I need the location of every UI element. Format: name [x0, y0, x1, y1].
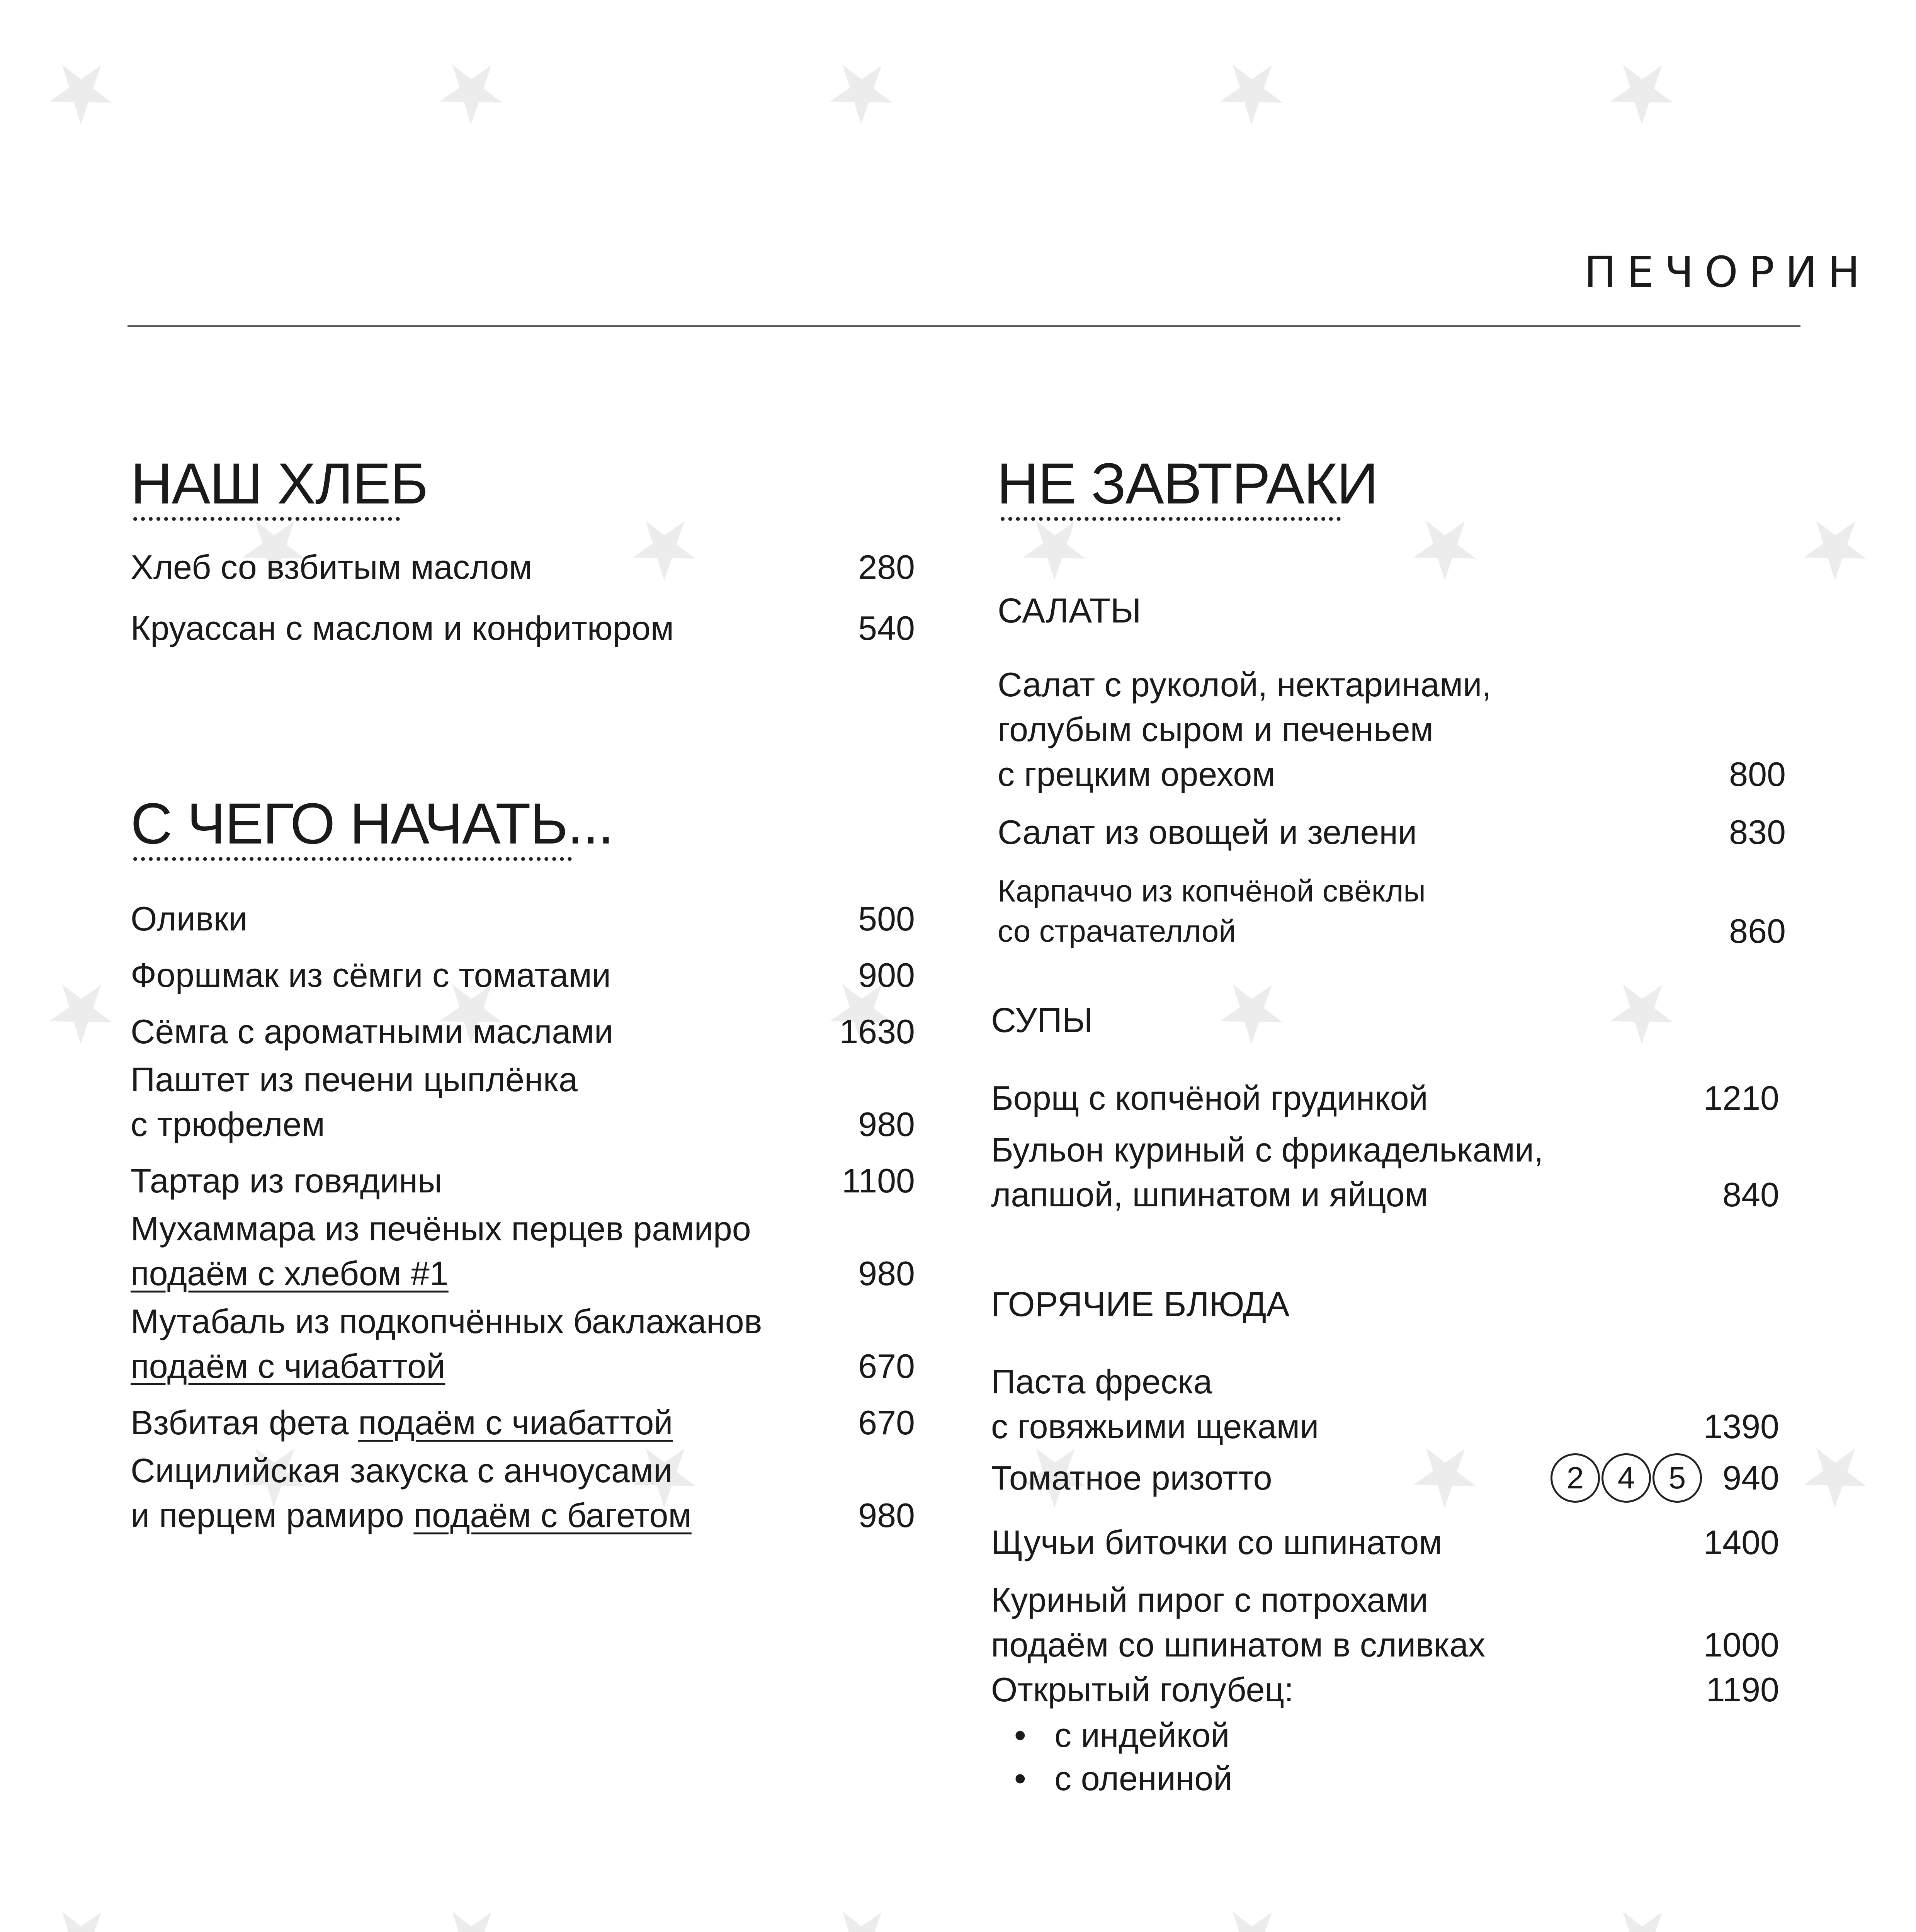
- item-name: Борщ с копчёной грудинкой: [991, 1079, 1428, 1117]
- option-text: с индейкой: [1054, 1716, 1230, 1754]
- item-price: 830: [1729, 813, 1786, 851]
- restaurant-guru-star-icon: [422, 1891, 525, 1932]
- restaurant-guru-star-icon: [813, 1891, 915, 1932]
- restaurant-guru-star-icon: [1593, 963, 1695, 1066]
- item-price: 900: [858, 956, 915, 994]
- extra-number-badge: 5: [1652, 1453, 1702, 1503]
- item-name: [131, 1299, 799, 1389]
- item-name-line: подаём со шпинатом в сливках: [991, 1626, 1486, 1664]
- item-name: [991, 1359, 1663, 1449]
- menu-item: [131, 1147, 915, 1203]
- salads-list: [998, 653, 1786, 951]
- hot-dishes-list: [991, 1349, 1779, 1800]
- item-price: 980: [858, 1105, 915, 1143]
- item-price: 980: [858, 1496, 915, 1534]
- menu-item: [998, 797, 1786, 855]
- starters-section-title: С ЧЕГО НАЧАТЬ...: [131, 791, 614, 856]
- item-name: [998, 871, 1670, 951]
- item-price: 940: [1722, 1459, 1779, 1497]
- item-price: 280: [858, 548, 915, 586]
- item-name-text: Взбитая фета: [131, 1403, 349, 1442]
- item-price: 1400: [1703, 1523, 1779, 1561]
- restaurant-guru-star-icon: [1786, 1427, 1889, 1529]
- item-name: Хлеб со взбитым маслом: [131, 548, 532, 586]
- item-price: 840: [1722, 1175, 1779, 1214]
- item-name: [131, 1206, 799, 1296]
- item-options: [991, 1714, 1779, 1800]
- item-price: 670: [858, 1403, 915, 1442]
- star-shape: [1789, 502, 1881, 593]
- star-shape: [1206, 965, 1297, 1057]
- item-price: 1210: [1703, 1079, 1779, 1117]
- extra-number-badge: 4: [1601, 1453, 1651, 1503]
- item-name-line: Куриный пирог с потрохами: [991, 1581, 1428, 1619]
- starters-list: [131, 885, 915, 1538]
- hot-dishes-category-title: ГОРЯЧИЕ БЛЮДА: [991, 1285, 1290, 1324]
- star-shape: [425, 1893, 517, 1932]
- not-breakfast-section-title: НЕ ЗАВТРАКИ: [997, 451, 1378, 516]
- star-shape: [1596, 965, 1688, 1057]
- soups-list: [991, 1059, 1779, 1217]
- star-shape: [425, 46, 517, 137]
- star-shape: [1596, 46, 1688, 137]
- item-price: 980: [858, 1254, 915, 1293]
- item-name-line: лапшой, шпинатом и яйцом: [991, 1175, 1428, 1214]
- item-name: [131, 1057, 799, 1147]
- item-price: 1630: [839, 1012, 915, 1051]
- item-name-line: Сицилийская закуска с анчоусами: [131, 1451, 673, 1490]
- item-price: 800: [1729, 755, 1786, 793]
- item-name: Щучьи биточки со шпинатом: [991, 1523, 1442, 1561]
- item-name: Форшмак из сёмги с томатами: [131, 956, 611, 994]
- restaurant-guru-star-icon: [1203, 963, 1305, 1066]
- item-name: Круассан с маслом и конфитюром: [131, 609, 674, 647]
- menu-item: [131, 941, 915, 998]
- restaurant-guru-star-icon: [422, 44, 525, 146]
- item-name-line: голубым сыром и печеньем: [998, 710, 1434, 748]
- item-price: 1390: [1703, 1407, 1779, 1446]
- star-shape: [35, 965, 127, 1057]
- item-name: Открытый голубец:: [991, 1670, 1294, 1709]
- item-name: Салат из овощей и зелени: [998, 813, 1417, 851]
- menu-item: [131, 1054, 915, 1147]
- option-text: с олениной: [1054, 1759, 1233, 1798]
- restaurant-guru-star-icon: [1593, 1891, 1695, 1932]
- menu-item: [991, 1565, 1779, 1667]
- menu-item: [131, 606, 915, 651]
- item-name-line: Мутабаль из подкопчённых баклажанов: [131, 1302, 762, 1340]
- item-name-line: Салат с руколой, нектаринами,: [998, 665, 1491, 704]
- menu-item: [131, 1389, 915, 1445]
- restaurant-guru-star-icon: [813, 44, 915, 146]
- item-name-line: Бульон куриный с фрикадельками,: [991, 1131, 1544, 1169]
- item-price: 1100: [842, 1162, 915, 1200]
- item-name-line: с говяжьими щеками: [991, 1407, 1319, 1446]
- menu-item: [991, 1667, 1779, 1721]
- menu-item: [991, 1121, 1779, 1217]
- star-shape: [816, 1893, 907, 1932]
- serving-note: подаём с чиабаттой: [131, 1347, 445, 1385]
- item-price: 540: [858, 609, 915, 647]
- item-name: [991, 1128, 1663, 1217]
- item-name-line: Мухаммара из печёных перцев рамиро: [131, 1209, 751, 1248]
- star-shape: [1596, 1893, 1688, 1932]
- star-shape: [1399, 502, 1491, 593]
- serving-note: подаём с багетом: [413, 1496, 692, 1534]
- bread-section-title: НАШ ХЛЕБ: [131, 451, 428, 516]
- item-name-line: Паштет из печени цыплёнка: [131, 1060, 578, 1099]
- star-shape: [1206, 1893, 1297, 1932]
- menu-item: [991, 1507, 1779, 1565]
- restaurant-guru-star-icon: [32, 1891, 134, 1932]
- restaurant-guru-star-icon: [1203, 1891, 1305, 1932]
- star-shape: [35, 1893, 127, 1932]
- menu-item: [991, 1349, 1779, 1449]
- item-name: [998, 662, 1670, 797]
- star-shape: [1789, 1429, 1881, 1520]
- star-shape: [35, 46, 127, 137]
- star-shape: [816, 46, 907, 137]
- list-item: • с индейкой: [1014, 1716, 1230, 1754]
- item-name: Сёмга с ароматными маслами: [131, 1012, 613, 1051]
- header-divider: [128, 325, 1800, 327]
- menu-item: [131, 998, 915, 1054]
- restaurant-guru-star-icon: [32, 44, 134, 146]
- starters-title-underline: [133, 857, 572, 861]
- item-name-line: с грецким орехом: [998, 755, 1275, 793]
- extra-number-badge: 2: [1550, 1453, 1600, 1503]
- menu-item: [131, 1203, 915, 1296]
- serving-note: подаём с хлебом #1: [131, 1254, 449, 1293]
- restaurant-guru-star-icon: [1203, 44, 1305, 146]
- salads-category-title: САЛАТЫ: [998, 592, 1141, 630]
- menu-item: [131, 1296, 915, 1389]
- menu-item: [991, 1449, 1779, 1507]
- item-name: Томатное ризотто: [991, 1459, 1272, 1497]
- menu-item: [998, 653, 1786, 797]
- menu-item: [991, 1059, 1779, 1121]
- soups-category-title: СУПЫ: [991, 1001, 1093, 1040]
- menu-item: [131, 545, 915, 590]
- item-price: 1190: [1706, 1670, 1779, 1709]
- item-price: 500: [858, 900, 915, 938]
- menu-item: [131, 1445, 915, 1538]
- list-item: • с олениной: [1014, 1759, 1233, 1798]
- item-name: [131, 1400, 799, 1445]
- restaurant-guru-star-icon: [1786, 500, 1889, 602]
- bread-title-underline: [133, 517, 400, 521]
- bread-list: [131, 545, 915, 651]
- restaurant-guru-star-icon: [1396, 500, 1498, 602]
- restaurant-guru-star-icon: [32, 963, 134, 1066]
- item-name-line: Паста фреска: [991, 1362, 1212, 1401]
- serving-note: подаём с чиабаттой: [358, 1403, 673, 1442]
- item-name-line: Карпаччо из копчёной свёклы: [998, 874, 1426, 908]
- item-name: [131, 1448, 799, 1538]
- menu-item: [998, 855, 1786, 951]
- item-price: 860: [1729, 912, 1786, 950]
- item-name: [991, 1578, 1663, 1667]
- menu-item: [131, 885, 915, 941]
- item-name: Оливки: [131, 900, 248, 938]
- restaurant-guru-star-icon: [1593, 44, 1695, 146]
- item-name-line: и перцем рамиро: [131, 1496, 404, 1534]
- item-name-line: с трюфелем: [131, 1105, 325, 1143]
- restaurant-brand: ПЕЧОРИН: [1584, 247, 1871, 297]
- item-name-line: со страчателлой: [998, 914, 1236, 948]
- item-name: Тартар из говядины: [131, 1162, 442, 1200]
- allergen-badges: [1549, 1453, 1702, 1503]
- star-shape: [1206, 46, 1297, 137]
- item-price: 670: [858, 1347, 915, 1385]
- not-breakfast-title-underline: [1001, 517, 1341, 521]
- item-price: 1000: [1703, 1626, 1779, 1664]
